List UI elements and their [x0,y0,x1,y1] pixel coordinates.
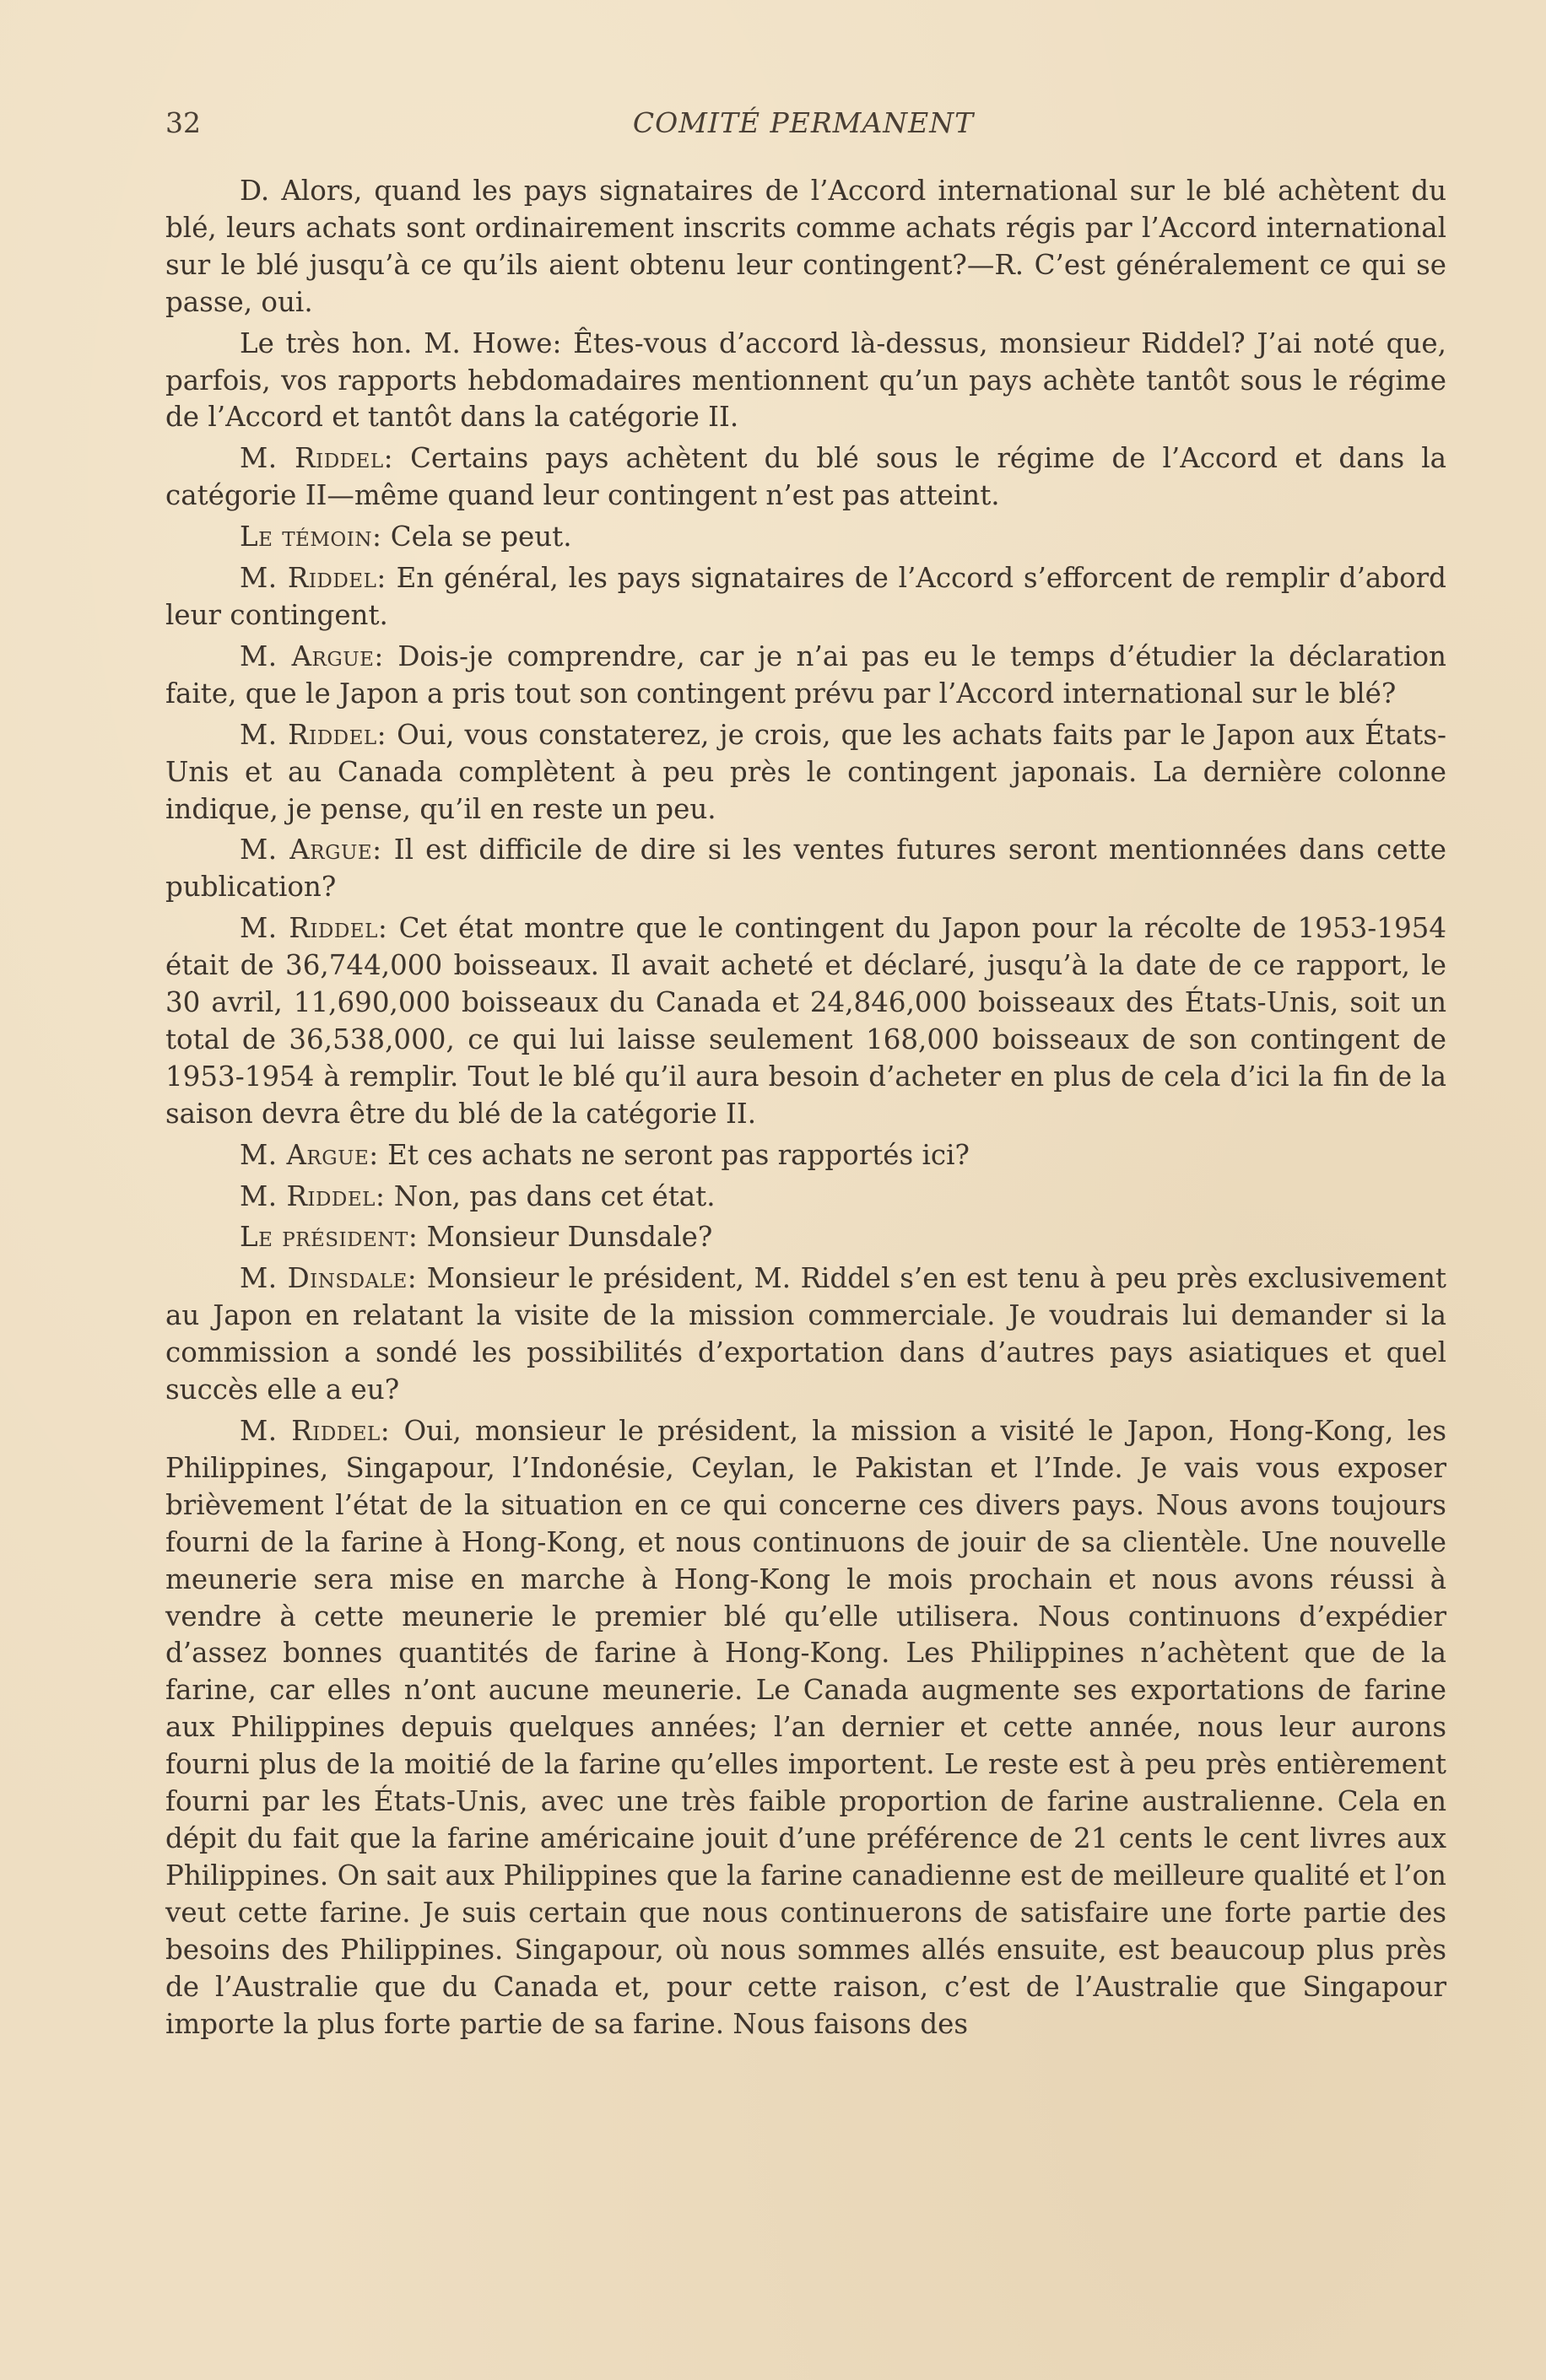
speaker-name: M. Riddel: [240,912,388,945]
paragraph [165,173,1446,321]
speaker-name: M. Riddel: [240,1179,386,1212]
body-text [165,173,1446,2047]
running-head: COMITÉ PERMANENT [632,106,975,139]
paragraph-text: Certains pays achètent du blé sous le régime de l’Accord et dans la catégorie II—même quand leur contingent n’est pas atteint. [165,442,1446,512]
paragraph-text: Dois-je comprendre, car je n’ai pas eu le temps d’étudier la déclaration faite, que le Japon a pris tout son contingent prévu par l’Accord international sur le blé? [165,640,1446,710]
paragraph [165,910,1446,1132]
paragraph-text: Oui, monsieur le président, la mission a visité le Japon, Hong-Kong, les Philippines, Singapour, l’Indonésie, Ceylan, le Pakistan et l’Inde. Je vais vous exposer brièvement l’état de la situation en ce qui concerne ces divers pays. Nous avons toujours fourni de la farine à Hong-Kong, et nous continuons de jouir de sa clientèle. Une nouvelle meunerie sera mise en marche à Hong-Kong le mois prochain et nous avons réussi à vendre à cette meunerie le premier blé qu’elle utilisera. Nous continuons d’expédier d’assez bonnes quantités de farine à Hong-Kong. Les Philippines n’achètent que de la farine, car elles n’ont aucune meunerie. Le Canada augmente ses exportations de farine aux Philippines depuis quelques années; l’an dernier et cette année, nous leur aurons fourni plus de la moitié de la farine qu’elles importent. Le reste est à peu près entièrement fourni par les États-Unis, avec une très faible proportion de farine australienne. Cela en dépit du fait que la farine américaine jouit d’une préférence de 21 cents le cent livres aux Philippines. On sait aux Philippines que la farine canadienne est de meilleure qualité et l’on veut cette farine. Je suis certain que nous continuerons de satisfaire une forte partie des besoins des Philippines. Singapour, où nous sommes allés ensuite, est beaucoup plus près de l’Australie que du Canada et, pour cette raison, c’est de l’Australie que Singapour importe la plus forte partie de sa farine. Nous faisons des [165,1415,1446,2040]
paragraph [165,1219,1446,1256]
speaker-name: M. Argue: [240,834,382,866]
speaker-name: M. Riddel: [240,562,386,595]
paragraph-text: Monsieur le président, M. Riddel s’en est tenu à peu près exclusivement au Japon en relatant la visite de la mission commerciale. Je voudrais lui demander si la commission a sondé les possibilités d’exportation dans d’autres pays asiatiques et quel succès elle a eu? [165,1262,1446,1406]
speaker-name: M. Argue: [240,1138,379,1171]
paragraph-text: Oui, vous constaterez, je crois, que les achats faits par le Japon aux États-Unis et au Canada complètent à peu près le contingent japonais. La dernière colonne indique, je pense, qu’il en reste un peu. [165,718,1446,825]
speaker-name: M. Riddel: [240,718,387,751]
speaker-name: M. Dinsdale: [240,1262,418,1295]
paragraph-text: Non, pas dans cet état. [393,1179,716,1212]
page-header [165,106,1441,148]
paragraph-text: Cela se peut. [390,521,572,553]
paragraph-text: Le très hon. M. Howe: Êtes-vous d’accord là-dessus, monsieur Riddel? J’ai noté que, parfois, vos rapports hebdomadaires mentionnent qu’un pays achète tantôt sous le régime de l’Accord et tantôt dans la catégorie II. [165,327,1446,434]
paragraph [165,560,1446,634]
speaker-name: M. Riddel: [240,1415,391,1447]
paragraph [165,1413,1446,2043]
speaker-name: Le président: [240,1221,419,1254]
paragraph-text: Il est difficile de dire si les ventes futures seront mentionnées dans cette publication? [165,834,1446,904]
paragraph-text: Et ces achats ne seront pas rapportés ici? [387,1138,970,1171]
paragraph [165,639,1446,713]
paragraph [165,832,1446,906]
paragraph [165,1260,1446,1409]
paragraph-text: Monsieur Dunsdale? [426,1221,713,1254]
paragraph [165,717,1446,828]
page-number: 32 [165,106,201,139]
paragraph-text: En général, les pays signataires de l’Accord s’efforcent de remplir d’abord leur contingent. [165,562,1446,631]
paragraph [165,1137,1446,1174]
speaker-name: M. Riddel: [240,442,394,475]
paragraph-text: D. Alors, quand les pays signataires de l’Accord international sur le blé achètent du blé, leurs achats sont ordinairement inscrits comme achats régis par l’Accord international sur le blé jusqu’à ce qu’ils aient obtenu leur contingent?—R. C’est généralement ce qui se passe, oui. [165,175,1446,318]
speaker-name: Le témoin: [240,521,382,553]
paragraph [165,440,1446,515]
paragraph [165,519,1446,556]
paragraph [165,326,1446,437]
speaker-name: M. Argue: [240,640,384,672]
paragraph [165,1179,1446,1216]
paragraph-text: Cet état montre que le contingent du Japon pour la récolte de 1953-1954 était de 36,744,000 boisseaux. Il avait acheté et déclaré, jusqu’à la date de ce rapport, le 30 avril, 11,690,000 boisseaux du Canada et 24,846,000 boisseaux des États-Unis, soit un total de 36,538,000, ce qui lui laisse seulement 168,000 boisseaux de son contingent de 1953-1954 à remplir. Tout le blé qu’il aura besoin d’acheter en plus de cela d’ici la fin de la saison devra être du blé de la catégorie II. [165,912,1446,1130]
